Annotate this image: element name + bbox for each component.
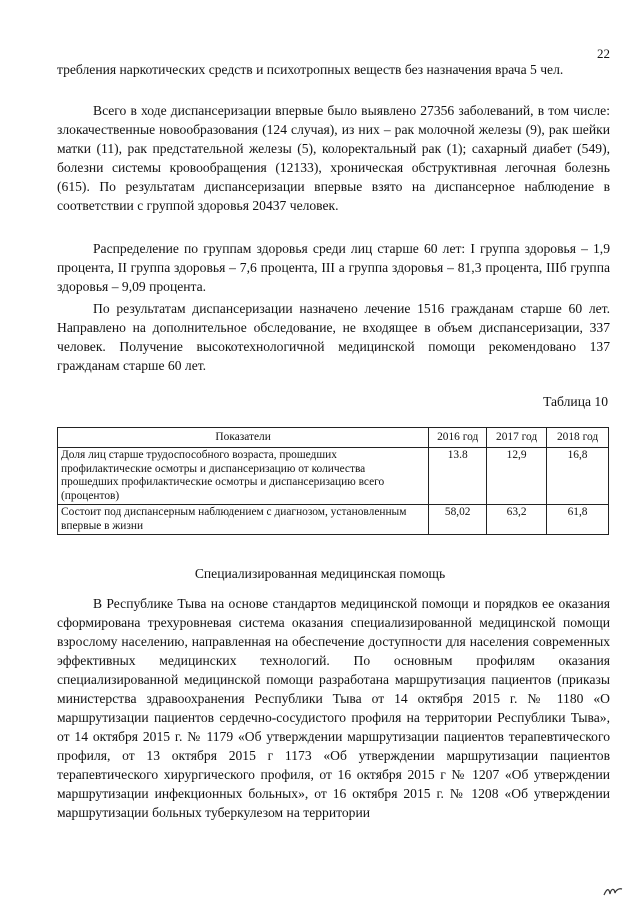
table-header-row [58,428,609,448]
paragraph-text: В Республике Тыва на основе стандартов медицинской помощи и порядков ее оказания сформирована трехуровневая система оказания специализированной медицинской помощи взрослому населению, направленная на обеспечение доступности для населения современных эффективных медицинских технологий. По основным профилям оказания специализированной медицинской помощи разработана маршрутизация пациентов (приказы министерства здравоохранения Республики Тыва от 14 октября 2015 г. № 1180 «О маршрутизации пациентов сердечно-сосудистого профиля на территории Республики Тыва», от 14 октября 2015 г. № 1179 «Об утверждении маршрутизации пациентов терапевтического профиля, от 13 октября 2015 г 1173 «Об утверждении маршрутизации пациентов терапевтического хирургического профиля, от 16 октября 2015 г № 1207 «Об утверждении маршрутизации инфекционных больных», от 16 октября 2015 г. № 1208 «Об утверждении маршрутизации больных туберкулезом на территории [57,596,610,820]
paragraph-continuation [57,60,610,79]
paragraph-text: Всего в ходе диспансеризации впервые было выявлено 27356 заболеваний, в том числе: злокачественные новообразования (124 случая), из них – рак молочной железы (9), рак шейки матки (11), рак предстательной железы (5), колоректальный рак (1); сахарный диабет (549), болезни системы кровообращения (12133), хроническая обструктивная легочная болезнь (615). По результатам диспансеризации впервые взято на диспансерное наблюдение в соответствии с группой здоровья 20437 человек. [57,103,610,213]
row-indicator: Состоит под диспансерным наблюдением с диагнозом, установленным впервые в жизни [58,505,429,535]
table-row [58,448,609,505]
row-indicator: Доля лиц старше трудоспособного возраста, прошедших профилактические осмотры и диспансеризацию от количества прошедших профилактические осмотры и диспансеризацию всего (процентов) [58,448,429,505]
paragraph-specialized-care [57,594,610,822]
paragraph-text: Распределение по группам здоровья среди лиц старше 60 лет: I группа здоровья – 1,9 процента, II группа здоровья – 7,6 процента, III а группа здоровья – 81,3 процента, IIIб группа здоровья – 9,09 процента. [57,241,610,294]
paragraph-health-groups [57,239,610,296]
row-value-2016: 13.8 [429,448,487,505]
row-value-2017: 12,9 [487,448,547,505]
header-indicator: Показатели [58,428,429,448]
paragraph-diseases-detected [57,101,610,215]
indicators-table [57,427,609,535]
row-value-2018: 61,8 [547,505,609,535]
header-2018: 2018 год [547,428,609,448]
paragraph-text: По результатам диспансеризации назначено лечение 1516 гражданам старше 60 лет. Направлено на дополнительное обследование, не входящее в объем диспансеризации, 337 человек. Получение высокотехнологичной медицинской помощи рекомендовано 137 гражданам старше 60 лет. [57,301,610,373]
row-value-2017: 63,2 [487,505,547,535]
header-2017: 2017 год [487,428,547,448]
header-2016: 2016 год [429,428,487,448]
paragraph-text: требления наркотических средств и психотропных веществ без назначения врача 5 чел. [57,62,564,77]
section-heading: Специализированная медицинская помощь [194,566,446,581]
row-value-2018: 16,8 [547,448,609,505]
table-label: Таблица 10 [543,394,608,409]
page-number: 22 [597,46,610,61]
handwritten-initials-mark [602,885,624,897]
paragraph-treatment [57,299,610,375]
table-row [58,505,609,535]
row-value-2016: 58,02 [429,505,487,535]
